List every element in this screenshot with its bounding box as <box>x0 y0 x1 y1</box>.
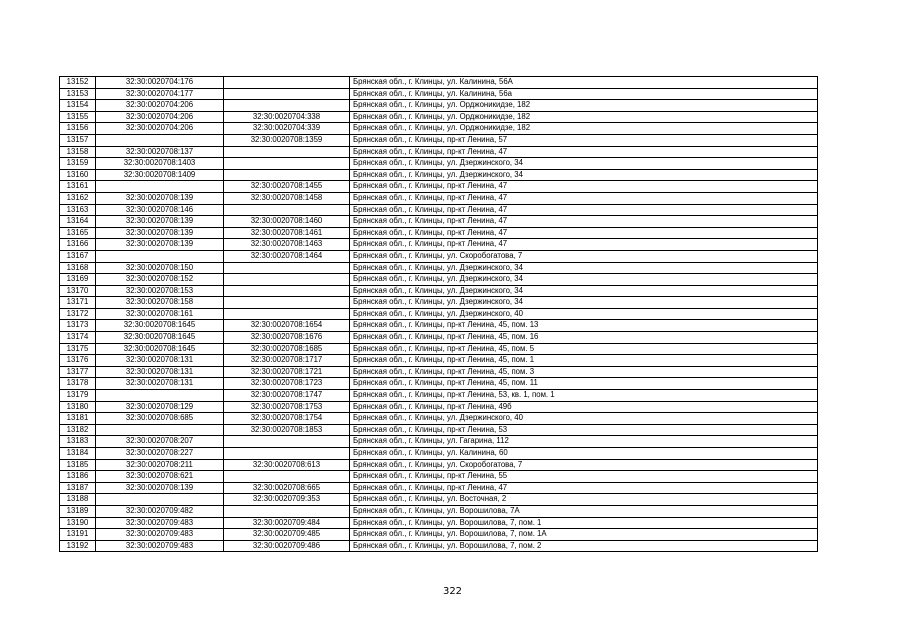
building-number-cell <box>224 158 350 170</box>
cadastral-table <box>59 76 818 552</box>
land-plot-number-cell: 32:30:0020708:131 <box>96 366 224 378</box>
address-cell: Брянская обл., г. Клинцы, пр-кт Ленина, 47 <box>350 192 818 204</box>
building-number-cell: 32:30:0020708:1676 <box>224 332 350 344</box>
land-plot-number-cell: 32:30:0020708:153 <box>96 285 224 297</box>
land-plot-number-cell: 32:30:0020708:137 <box>96 146 224 158</box>
table-row <box>60 297 818 309</box>
table-row <box>60 181 818 193</box>
address-cell: Брянская обл., г. Клинцы, ул. Ворошилова, 7А <box>350 505 818 517</box>
land-plot-number-cell: 32:30:0020708:131 <box>96 355 224 367</box>
land-plot-number-cell: 32:30:0020709:483 <box>96 529 224 541</box>
land-plot-number-cell: 32:30:0020708:146 <box>96 204 224 216</box>
building-number-cell: 32:30:0020709:353 <box>224 494 350 506</box>
address-cell: Брянская обл., г. Клинцы, пр-кт Ленина, 57 <box>350 134 818 146</box>
table-row <box>60 378 818 390</box>
land-plot-number-cell: 32:30:0020704:206 <box>96 111 224 123</box>
address-cell: Брянская обл., г. Клинцы, ул. Дзержинского, 34 <box>350 297 818 309</box>
address-cell: Брянская обл., г. Клинцы, пр-кт Ленина, 47 <box>350 181 818 193</box>
table-row <box>60 459 818 471</box>
row-number-cell: 13155 <box>60 111 96 123</box>
building-number-cell: 32:30:0020708:613 <box>224 459 350 471</box>
row-number-cell: 13166 <box>60 239 96 251</box>
land-plot-number-cell: 32:30:0020708:227 <box>96 448 224 460</box>
table-row <box>60 134 818 146</box>
land-plot-number-cell: 32:30:0020704:206 <box>96 100 224 112</box>
table-row <box>60 390 818 402</box>
building-number-cell: 32:30:0020709:486 <box>224 540 350 552</box>
address-cell: Брянская обл., г. Клинцы, пр-кт Ленина, 45, пом. 3 <box>350 366 818 378</box>
land-plot-number-cell: 32:30:0020708:1403 <box>96 158 224 170</box>
address-cell: Брянская обл., г. Клинцы, пр-кт Ленина, 47 <box>350 239 818 251</box>
row-number-cell: 13171 <box>60 297 96 309</box>
building-number-cell <box>224 471 350 483</box>
address-cell: Брянская обл., г. Клинцы, ул. Орджоникидзе, 182 <box>350 100 818 112</box>
land-plot-number-cell: 32:30:0020709:482 <box>96 505 224 517</box>
table-row <box>60 308 818 320</box>
address-cell: Брянская обл., г. Клинцы, ул. Калинина, 56А <box>350 77 818 89</box>
address-cell: Брянская обл., г. Клинцы, пр-кт Ленина, 47 <box>350 146 818 158</box>
row-number-cell: 13192 <box>60 540 96 552</box>
row-number-cell: 13172 <box>60 308 96 320</box>
row-number-cell: 13167 <box>60 250 96 262</box>
table-row <box>60 169 818 181</box>
building-number-cell: 32:30:0020709:485 <box>224 529 350 541</box>
address-cell: Брянская обл., г. Клинцы, ул. Гагарина, 112 <box>350 436 818 448</box>
table-row <box>60 413 818 425</box>
address-cell: Брянская обл., г. Клинцы, пр-кт Ленина, 47 <box>350 227 818 239</box>
table-row <box>60 123 818 135</box>
land-plot-number-cell: 32:30:0020708:621 <box>96 471 224 483</box>
land-plot-number-cell: 32:30:0020708:1645 <box>96 320 224 332</box>
address-cell: Брянская обл., г. Клинцы, ул. Ворошилова, 7, пом. 1 <box>350 517 818 529</box>
table-row <box>60 505 818 517</box>
table-row <box>60 320 818 332</box>
land-plot-number-cell: 32:30:0020708:158 <box>96 297 224 309</box>
land-plot-number-cell: 32:30:0020708:139 <box>96 216 224 228</box>
land-plot-number-cell: 32:30:0020708:139 <box>96 192 224 204</box>
table-row <box>60 262 818 274</box>
building-number-cell <box>224 204 350 216</box>
row-number-cell: 13177 <box>60 366 96 378</box>
table-row <box>60 77 818 89</box>
table-row <box>60 482 818 494</box>
building-number-cell <box>224 297 350 309</box>
building-number-cell: 32:30:0020708:1455 <box>224 181 350 193</box>
address-cell: Брянская обл., г. Клинцы, пр-кт Ленина, 53 <box>350 424 818 436</box>
address-cell: Брянская обл., г. Клинцы, ул. Калинина, 60 <box>350 448 818 460</box>
building-number-cell <box>224 262 350 274</box>
row-number-cell: 13165 <box>60 227 96 239</box>
address-cell: Брянская обл., г. Клинцы, ул. Дзержинского, 34 <box>350 169 818 181</box>
address-cell: Брянская обл., г. Клинцы, пр-кт Ленина, 45, пом. 11 <box>350 378 818 390</box>
table-row <box>60 424 818 436</box>
row-number-cell: 13173 <box>60 320 96 332</box>
row-number-cell: 13184 <box>60 448 96 460</box>
building-number-cell: 32:30:0020708:1359 <box>224 134 350 146</box>
land-plot-number-cell: 32:30:0020709:483 <box>96 540 224 552</box>
address-cell: Брянская обл., г. Клинцы, пр-кт Ленина, 47 <box>350 482 818 494</box>
land-plot-number-cell: 32:30:0020708:139 <box>96 239 224 251</box>
building-number-cell: 32:30:0020704:338 <box>224 111 350 123</box>
row-number-cell: 13187 <box>60 482 96 494</box>
building-number-cell <box>224 169 350 181</box>
row-number-cell: 13180 <box>60 401 96 413</box>
address-cell: Брянская обл., г. Клинцы, пр-кт Ленина, 47 <box>350 204 818 216</box>
table-row <box>60 274 818 286</box>
table-row <box>60 285 818 297</box>
table-row <box>60 111 818 123</box>
table-body <box>60 77 818 552</box>
land-plot-number-cell <box>96 181 224 193</box>
land-plot-number-cell: 32:30:0020708:1645 <box>96 343 224 355</box>
building-number-cell: 32:30:0020704:339 <box>224 123 350 135</box>
address-cell: Брянская обл., г. Клинцы, пр-кт Ленина, 45, пом. 1 <box>350 355 818 367</box>
building-number-cell <box>224 274 350 286</box>
address-cell: Брянская обл., г. Клинцы, ул. Скоробогатова, 7 <box>350 250 818 262</box>
address-cell: Брянская обл., г. Клинцы, ул. Дзержинского, 34 <box>350 262 818 274</box>
row-number-cell: 13174 <box>60 332 96 344</box>
building-number-cell: 32:30:0020708:1685 <box>224 343 350 355</box>
land-plot-number-cell: 32:30:0020708:129 <box>96 401 224 413</box>
building-number-cell <box>224 100 350 112</box>
building-number-cell: 32:30:0020709:484 <box>224 517 350 529</box>
row-number-cell: 13169 <box>60 274 96 286</box>
land-plot-number-cell: 32:30:0020708:1409 <box>96 169 224 181</box>
table-row <box>60 448 818 460</box>
address-cell: Брянская обл., г. Клинцы, ул. Ворошилова, 7, пом. 1А <box>350 529 818 541</box>
address-cell: Брянская обл., г. Клинцы, пр-кт Ленина, 49б <box>350 401 818 413</box>
building-number-cell: 32:30:0020708:1464 <box>224 250 350 262</box>
row-number-cell: 13190 <box>60 517 96 529</box>
table-row <box>60 355 818 367</box>
table-row <box>60 250 818 262</box>
row-number-cell: 13160 <box>60 169 96 181</box>
table-row <box>60 436 818 448</box>
table-row <box>60 227 818 239</box>
building-number-cell <box>224 146 350 158</box>
building-number-cell <box>224 436 350 448</box>
building-number-cell <box>224 505 350 517</box>
building-number-cell <box>224 285 350 297</box>
address-cell: Брянская обл., г. Клинцы, пр-кт Ленина, 53, кв. 1, пом. 1 <box>350 390 818 402</box>
address-cell: Брянская обл., г. Клинцы, ул. Ворошилова, 7, пом. 2 <box>350 540 818 552</box>
address-cell: Брянская обл., г. Клинцы, ул. Дзержинского, 34 <box>350 285 818 297</box>
table-row <box>60 158 818 170</box>
land-plot-number-cell: 32:30:0020708:139 <box>96 227 224 239</box>
row-number-cell: 13178 <box>60 378 96 390</box>
land-plot-number-cell: 32:30:0020708:150 <box>96 262 224 274</box>
row-number-cell: 13185 <box>60 459 96 471</box>
table-row <box>60 204 818 216</box>
building-number-cell: 32:30:0020708:1654 <box>224 320 350 332</box>
address-cell: Брянская обл., г. Клинцы, ул. Дзержинского, 34 <box>350 274 818 286</box>
row-number-cell: 13182 <box>60 424 96 436</box>
building-number-cell: 32:30:0020708:1747 <box>224 390 350 402</box>
row-number-cell: 13152 <box>60 77 96 89</box>
table-row <box>60 146 818 158</box>
address-cell: Брянская обл., г. Клинцы, ул. Дзержинского, 34 <box>350 158 818 170</box>
address-cell: Брянская обл., г. Клинцы, пр-кт Ленина, 45, пом. 5 <box>350 343 818 355</box>
address-cell: Брянская обл., г. Клинцы, ул. Восточная, 2 <box>350 494 818 506</box>
row-number-cell: 13176 <box>60 355 96 367</box>
table-row <box>60 517 818 529</box>
row-number-cell: 13188 <box>60 494 96 506</box>
land-plot-number-cell: 32:30:0020708:1645 <box>96 332 224 344</box>
land-plot-number-cell <box>96 390 224 402</box>
table-row <box>60 471 818 483</box>
land-plot-number-cell: 32:30:0020708:131 <box>96 378 224 390</box>
building-number-cell: 32:30:0020708:1754 <box>224 413 350 425</box>
land-plot-number-cell: 32:30:0020708:152 <box>96 274 224 286</box>
row-number-cell: 13189 <box>60 505 96 517</box>
building-number-cell <box>224 308 350 320</box>
building-number-cell <box>224 448 350 460</box>
row-number-cell: 13181 <box>60 413 96 425</box>
land-plot-number-cell <box>96 134 224 146</box>
row-number-cell: 13163 <box>60 204 96 216</box>
row-number-cell: 13168 <box>60 262 96 274</box>
building-number-cell <box>224 77 350 89</box>
address-cell: Брянская обл., г. Клинцы, пр-кт Ленина, 45, пом. 16 <box>350 332 818 344</box>
address-cell: Брянская обл., г. Клинцы, пр-кт Ленина, 55 <box>350 471 818 483</box>
row-number-cell: 13159 <box>60 158 96 170</box>
table-row <box>60 332 818 344</box>
building-number-cell: 32:30:0020708:1458 <box>224 192 350 204</box>
row-number-cell: 13186 <box>60 471 96 483</box>
land-plot-number-cell: 32:30:0020704:177 <box>96 88 224 100</box>
building-number-cell: 32:30:0020708:1723 <box>224 378 350 390</box>
table-row <box>60 529 818 541</box>
building-number-cell: 32:30:0020708:1460 <box>224 216 350 228</box>
building-number-cell: 32:30:0020708:1753 <box>224 401 350 413</box>
table-row <box>60 494 818 506</box>
land-plot-number-cell: 32:30:0020709:483 <box>96 517 224 529</box>
row-number-cell: 13164 <box>60 216 96 228</box>
address-cell: Брянская обл., г. Клинцы, ул. Орджоникидзе, 182 <box>350 123 818 135</box>
row-number-cell: 13175 <box>60 343 96 355</box>
land-plot-number-cell <box>96 494 224 506</box>
row-number-cell: 13162 <box>60 192 96 204</box>
row-number-cell: 13170 <box>60 285 96 297</box>
building-number-cell: 32:30:0020708:1717 <box>224 355 350 367</box>
row-number-cell: 13191 <box>60 529 96 541</box>
building-number-cell <box>224 88 350 100</box>
row-number-cell: 13157 <box>60 134 96 146</box>
address-cell: Брянская обл., г. Клинцы, ул. Скоробогатова, 7 <box>350 459 818 471</box>
land-plot-number-cell: 32:30:0020708:161 <box>96 308 224 320</box>
building-number-cell: 32:30:0020708:1463 <box>224 239 350 251</box>
table-row <box>60 540 818 552</box>
address-cell: Брянская обл., г. Клинцы, ул. Калинина, 56а <box>350 88 818 100</box>
building-number-cell: 32:30:0020708:665 <box>224 482 350 494</box>
land-plot-number-cell: 32:30:0020704:206 <box>96 123 224 135</box>
land-plot-number-cell: 32:30:0020708:211 <box>96 459 224 471</box>
table-row <box>60 192 818 204</box>
row-number-cell: 13179 <box>60 390 96 402</box>
row-number-cell: 13156 <box>60 123 96 135</box>
land-plot-number-cell: 32:30:0020708:207 <box>96 436 224 448</box>
building-number-cell: 32:30:0020708:1461 <box>224 227 350 239</box>
table-row <box>60 216 818 228</box>
row-number-cell: 13161 <box>60 181 96 193</box>
building-number-cell: 32:30:0020708:1853 <box>224 424 350 436</box>
row-number-cell: 13183 <box>60 436 96 448</box>
address-cell: Брянская обл., г. Клинцы, ул. Дзержинского, 40 <box>350 308 818 320</box>
address-cell: Брянская обл., г. Клинцы, пр-кт Ленина, 47 <box>350 216 818 228</box>
address-cell: Брянская обл., г. Клинцы, ул. Дзержинского, 40 <box>350 413 818 425</box>
land-plot-number-cell <box>96 250 224 262</box>
table-row <box>60 88 818 100</box>
land-plot-number-cell: 32:30:0020708:139 <box>96 482 224 494</box>
table-row <box>60 343 818 355</box>
page-number: 322 <box>442 586 463 597</box>
land-plot-number-cell: 32:30:0020704:176 <box>96 77 224 89</box>
address-cell: Брянская обл., г. Клинцы, пр-кт Ленина, 45, пом. 13 <box>350 320 818 332</box>
building-number-cell: 32:30:0020708:1721 <box>224 366 350 378</box>
address-cell: Брянская обл., г. Клинцы, ул. Орджоникидзе, 182 <box>350 111 818 123</box>
land-plot-number-cell: 32:30:0020708:685 <box>96 413 224 425</box>
row-number-cell: 13154 <box>60 100 96 112</box>
table-row <box>60 239 818 251</box>
table-row <box>60 401 818 413</box>
table-row <box>60 366 818 378</box>
land-plot-number-cell <box>96 424 224 436</box>
table-row <box>60 100 818 112</box>
row-number-cell: 13158 <box>60 146 96 158</box>
row-number-cell: 13153 <box>60 88 96 100</box>
